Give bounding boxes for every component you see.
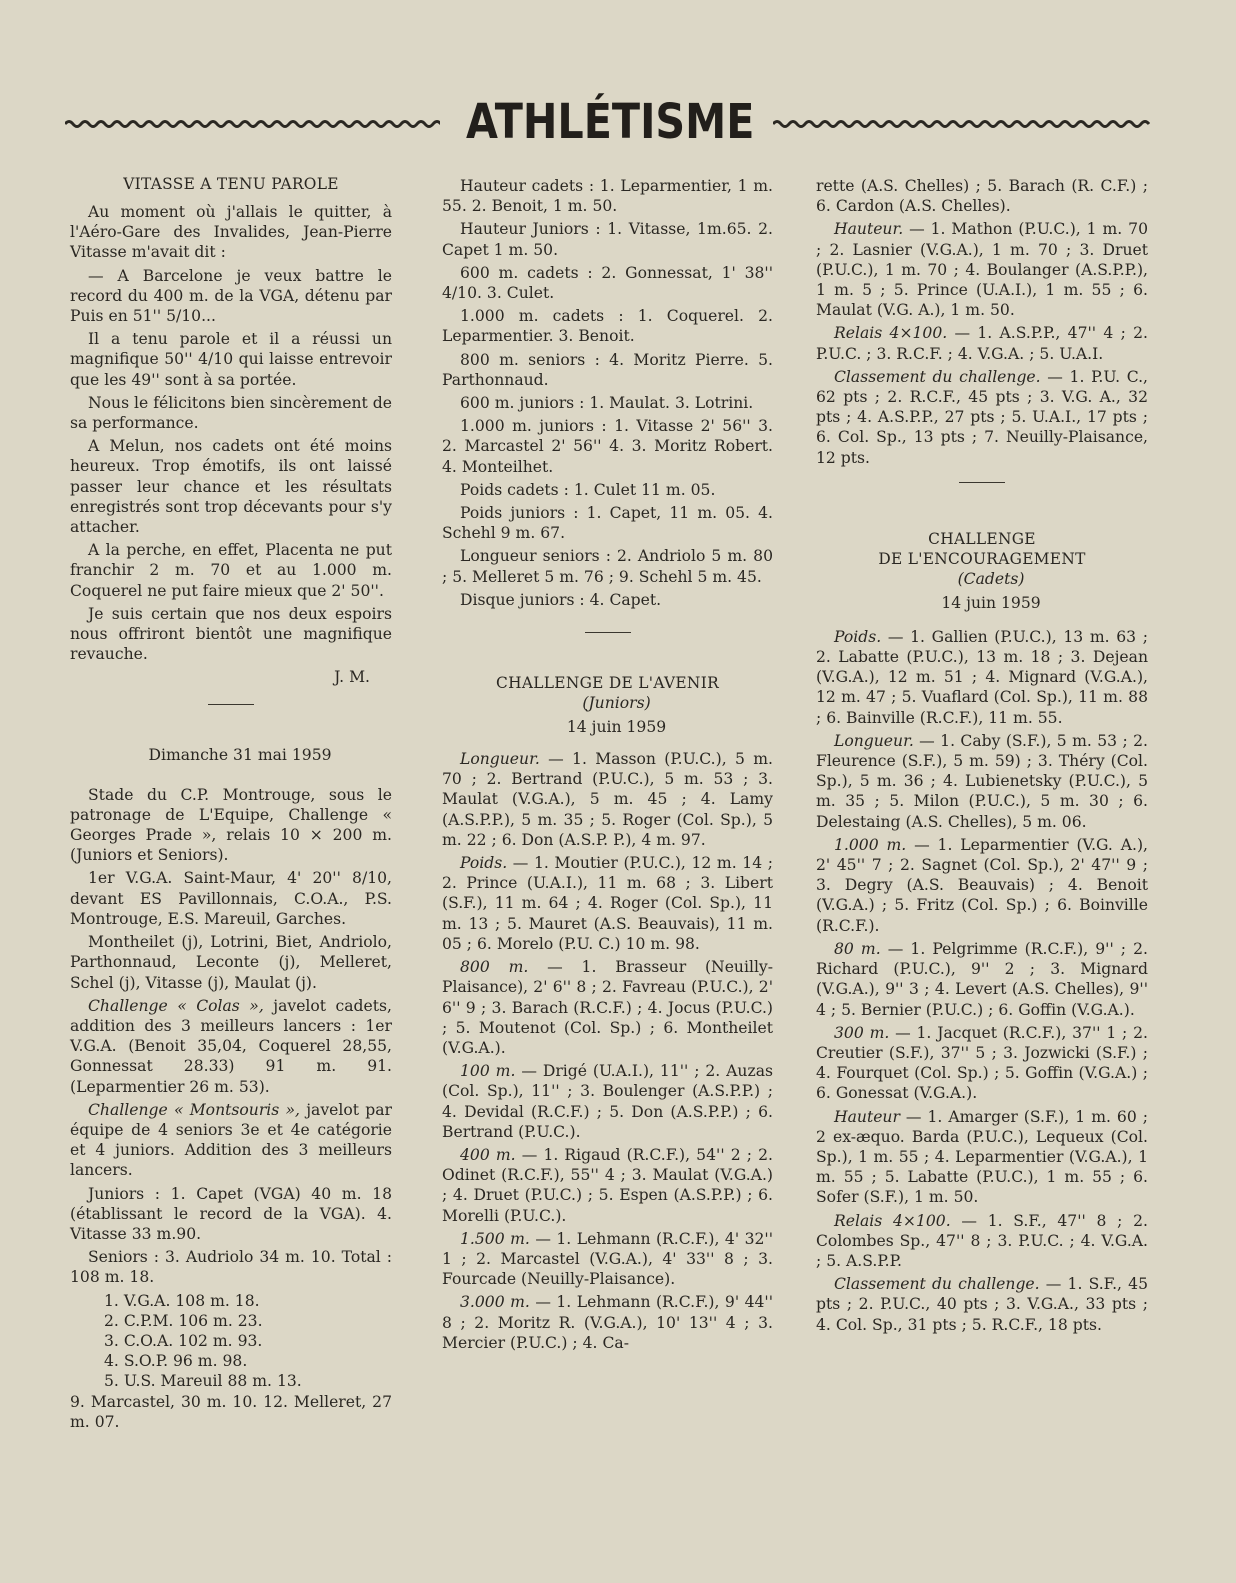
event-label: 300 m. — [834, 1023, 890, 1042]
list-item: 1. V.G.A. 108 m. 18. — [104, 1291, 260, 1310]
paragraph: 600 m. juniors : 1. Maulat. 3. Lotrini. — [460, 394, 754, 413]
result-text: — 1. Mathon (P.U.C.), 1 m. 70 ; 2. Lasnier (V.G.A.), 1 m. 70 ; 3. Druet (P.U.C.), 1 m. 70 ; 4. Boulanger (A.S.P.P.), 1 m. 5 ; 5. Prince (U.A.I.), 1 m. 55 ; 6. Maulat (V.G. A.), 1 m. 50. — [816, 220, 1148, 320]
paragraph: 600 m. cadets : 2. Gonnessat, 1' 38'' 4/10. 3. Culet. — [442, 263, 773, 303]
event-label: 100 m. — [460, 1062, 516, 1081]
wavy-rule-right — [773, 118, 1150, 130]
result-text: — 1. Jacquet (R.C.F.), 37'' 1 ; 2. Creutier (S.F.), 37'' 5 ; 3. Jozwicki (S.F.) ; 4. Fourquet (Col. Sp.) ; 5. Goffin (V.G.A.) ; 6. Gonessat (V.G.A.). — [816, 1023, 1148, 1103]
article-subheading: (Cadets) — [957, 569, 1025, 588]
paragraph: A la perche, en effet, Placenta ne put franchir 2 m. 70 et au 1.000 m. Coquerel ne put faire mieux que 2' 50''. — [70, 541, 392, 600]
paragraph: 9. Marcastel, 30 m. 10. 12. Melleret, 27 m. 07. — [70, 1392, 392, 1431]
result-text: — 1. Masson (P.U.C.), 5 m. 70 ; 2. Bertrand (P.U.C.), 5 m. 53 ; 3. Maulat (V.G.A.), 5 m. 45 ; 4. Lamy (A.S.P.P.), 5 m. 35 ; 5. Roger (Col. Sp.), 5 m. 22 ; 6. Don (A.S.P. P.), 4 m. 97. — [442, 750, 773, 849]
event-label: Poids. — [834, 627, 882, 646]
result-text: — 1. Amarger (S.F.), 1 m. 60 ; 2 ex-æquo. Barda (P.U.C.), Lequeux (Col. Sp.), 1 m. 55 ; 4. Leparmentier (V.G.A.), 1 m. 55 ; 5. Labatte (P.U.C.), 1 m. 55 ; 6. Sofer (S.F.), 1 m. 50. — [816, 1107, 1148, 1207]
paragraph: Seniors : 3. Audriolo 34 m. 10. Total : 108 m. 18. — [70, 1248, 392, 1287]
paragraph: Poids cadets : 1. Culet 11 m. 05. — [460, 480, 716, 499]
paragraph: Juniors : 1. Capet (VGA) 40 m. 18 (établissant le record de la VGA). 4. Vitasse 33 m.90. — [70, 1184, 392, 1243]
result-text: — 1. Caby (S.F.), 5 m. 53 ; 2. Fleurence (S.F.), 5 m. 59) ; 3. Théry (Col. Sp.), 5 m. 36 ; 4. Lubienetsky (P.U.C.), 5 m. 35 ; 5. Milon (P.U.C.), 5 m. 30 ; 6. Delestaing (A.S. Chelles), 5 m. 06. — [816, 731, 1148, 831]
result-paragraph — [442, 1229, 773, 1290]
result-text: — 1. S.F., 47'' 8 ; 2. Colombes Sp., 47'' 8 ; 3. P.U.C. ; 4. V.G.A. ; 5. A.S.P.P. — [816, 1211, 1148, 1270]
result-text: — 1. Gallien (P.U.C.), 13 m. 63 ; 2. Labatte (P.U.C.), 13 m. 18 ; 3. Dejean (V.G.A.), 12 m. 51 ; 4. Mignard (V.G.A.), 12 m. 47 ; 5. Vuaflard (Col. Sp.), 11 m. 88 ; 6. Bainville (R.C.F.), 11 m. 55. — [816, 627, 1148, 727]
result-paragraph — [442, 1061, 773, 1142]
event-label: Classement du challenge. — [834, 367, 1041, 386]
event-label: Longueur. — [834, 731, 914, 750]
result-paragraph — [816, 1107, 1148, 1208]
result-text: — 1. Pelgrimme (R.C.F.), 9'' ; 2. Richard (P.U.C.), 9'' 2 ; 3. Mignard (V.G.A.), 9'' 3 ; 4. Levert (A.S. Chelles), 9'' 4 ; 5. Bernier (P.U.C.) ; 6. Goffin (V.G.A.). — [816, 939, 1149, 1019]
paragraph: Poids juniors : 1. Capet, 11 m. 05. 4. Schehl 9 m. 67. — [442, 504, 773, 543]
result-paragraph — [816, 835, 1148, 936]
result-paragraph — [816, 627, 1148, 728]
article-heading: VITASSE A TENU PAROLE — [123, 175, 339, 193]
list-item: 2. C.P.M. 106 m. 23. — [104, 1311, 263, 1330]
section-title: ATHLÉTISME — [465, 94, 755, 150]
lead-label: Challenge « Montsouris », — [88, 1100, 300, 1119]
paragraph: rette (A.S. Chelles) ; 5. Barach (R. C.F.) ; 6. Cardon (A.S. Chelles). — [816, 177, 1148, 216]
result-text: — 1. Leparmentier (V.G. A.), 2' 45'' 7 ; 2. Sagnet (Col. Sp.), 2' 47'' 9 ; 3. Degry (A.S. Beauvais) ; 4. Benoit (V.G.A.) ; 5. Fritz (Col. Sp.) ; 6. Boinville (R.C.F.). — [816, 835, 1148, 935]
event-label: Relais 4×100. — [834, 1211, 951, 1230]
paragraph: Je suis certain que nos deux espoirs nous offriront bientôt une magnifique revauche. — [70, 604, 392, 664]
paragraph: Nous le félicitons bien sincèrement de sa performance. — [70, 393, 392, 433]
result-paragraph — [816, 219, 1148, 320]
result-text: — 1. Lehmann (R.C.F.), 4' 32'' 1 ; 2. Marcastel (V.G.A.), 4' 33'' 8 ; 3. Fourcade (Neuilly-Plaisance). — [442, 1229, 774, 1289]
masthead — [65, 92, 1150, 154]
result-paragraph — [442, 853, 773, 954]
result-paragraph — [442, 749, 773, 850]
date-heading: Dimanche 31 mai 1959 — [148, 745, 332, 764]
column-2 — [442, 176, 773, 1356]
result-paragraph — [816, 1023, 1148, 1104]
paragraph: Longueur seniors : 2. Andriolo 5 m. 80 ; 5. Melleret 5 m. 76 ; 9. Schehl 5 m. 45. — [442, 547, 773, 586]
event-label: Classement du challenge. — [834, 1275, 1040, 1294]
result-text: — 1. Brasseur (Neuilly-Plaisance), 2' 6'' 8 ; 2. Favreau (P.U.C.), 2' 6'' 9 ; 3. Barach (R.C.F.) ; 4. Jocus (P.U.C.) ; 5. Moutenot (Col. Sp.) ; 6. Montheilet (V.G.A.). — [442, 958, 774, 1057]
paragraph — [70, 996, 392, 1097]
paragraph: Disque juniors : 4. Capet. — [460, 590, 662, 609]
paragraph: — A Barcelone je veux battre le record du 400 m. de la VGA, détenu par Puis en 51'' 5/10... — [70, 266, 392, 326]
paragraph: Hauteur Juniors : 1. Vitasse, 1m.65. 2. Capet 1 m. 50. — [442, 220, 773, 259]
event-label: 400 m. — [460, 1145, 516, 1164]
article-heading: CHALLENGE DE L'AVENIR — [496, 674, 719, 693]
date-heading: 14 juin 1959 — [566, 718, 667, 737]
paragraph-text: javelot par équipe de 4 seniors 3e et 4e catégorie et 4 juniors. Addition des 3 meilleurs lancers. — [70, 1100, 392, 1180]
result-text: — 1. Rigaud (R.C.F.), 54'' 2 ; 2. Odinet (R.C.F.), 55'' 4 ; 3. Maulat (V.G.A.) ; 4. Druet (P.U.C.) ; 5. Espen (A.S.P.P.) ; 6. Morelli (P.U.C.). — [442, 1145, 773, 1225]
column-1 — [70, 174, 392, 1435]
result-paragraph — [816, 1211, 1148, 1272]
result-paragraph — [816, 939, 1148, 1020]
paragraph: 1.000 m. cadets : 1. Coquerel. 2. Leparmentier. 3. Benoit. — [442, 307, 773, 346]
result-paragraph — [816, 323, 1148, 363]
wavy-rule-left — [65, 118, 440, 130]
event-label: 3.000 m. — [460, 1293, 530, 1312]
list-item: 4. S.O.P. 96 m. 98. — [104, 1352, 248, 1371]
paragraph: 1er V.G.A. Saint-Maur, 4' 20'' 8/10, devant ES Pavillonnais, C.O.A., P.S. Montrouge, E.S. Mareuil, Garches. — [70, 869, 392, 928]
paragraph: Stade du C.P. Montrouge, sous le patronage de L'Equipe, Challenge « Georges Prade », relais 10 × 200 m. (Juniors et Seniors). — [70, 785, 392, 865]
column-3 — [816, 176, 1148, 1338]
result-paragraph — [442, 1145, 773, 1226]
list-item: 3. C.O.A. 102 m. 93. — [104, 1331, 263, 1350]
event-label: 1.000 m. — [834, 835, 907, 854]
result-paragraph — [816, 367, 1148, 468]
signature: J. M. — [334, 668, 370, 687]
paragraph: Hauteur cadets : 1. Leparmentier, 1 m. 55. 2. Benoit, 1 m. 50. — [442, 177, 773, 216]
event-label: 1.500 m. — [460, 1229, 530, 1248]
lead-label: Challenge « Colas », — [88, 996, 264, 1015]
article-subheading: (Juniors) — [582, 694, 651, 713]
result-paragraph — [816, 731, 1148, 832]
result-text: — 1. P.U. C., 62 pts ; 2. R.C.F., 45 pts ; 3. V.G. A., 32 pts ; 4. A.S.P.P., 27 pts ; 5. U.A.I., 17 pts ; 6. Col. Sp., 13 pts ; 7. Neuilly-Plaisance, 12 pts. — [816, 367, 1149, 467]
event-label: Hauteur — [834, 1107, 900, 1126]
paragraph: Au moment où j'allais le quitter, à l'Aéro-Gare des Invalides, Jean-Pierre Vitasse m'avait dit : — [70, 203, 392, 262]
separator — [585, 632, 631, 633]
event-label: 80 m. — [834, 939, 881, 958]
date-heading: 14 juin 1959 — [941, 593, 1041, 612]
result-text: — 1. Moutier (P.U.C.), 12 m. 14 ; 2. Prince (U.A.I.), 11 m. 68 ; 3. Libert (S.F.), 11 m. 64 ; 4. Roger (Col. Sp.), 11 m. 13 ; 5. Mauret (A.S. Beauvais), 11 m. 05 ; 6. Morelo (P.U. C.) 10 m. 98. — [442, 854, 773, 953]
paragraph-text: javelot cadets, addition des 3 meilleurs lancers : 1er V.G.A. (Benoit 35,04, Coquerel 28,55, Gonnessat 28.33) 91 m. 91. (Leparmentier 26 m. 53). — [70, 996, 392, 1096]
event-label: Relais 4×100. — [834, 324, 948, 343]
paragraph: 800 m. seniors : 4. Moritz Pierre. 5. Parthonnaud. — [442, 350, 773, 389]
paragraph: 1.000 m. juniors : 1. Vitasse 2' 56'' 3. 2. Marcastel 2' 56'' 4. 3. Moritz Robert. 4. Monteilhet. — [442, 417, 773, 476]
result-text: — 1. Lehmann (R.C.F.), 9' 44'' 8 ; 2. Moritz R. (V.G.A.), 10' 13'' 4 ; 3. Mercier (P.U.C.) ; 4. Ca- — [442, 1293, 774, 1352]
event-label: 800 m. — [460, 958, 529, 977]
result-paragraph — [442, 1292, 773, 1353]
separator — [959, 482, 1005, 483]
paragraph: A Melun, nos cadets ont été moins heureux. Trop émotifs, ils ont laissé passer leur chance et les résultats enregistrés sont trop décevants pour s'y attacher. — [70, 437, 392, 537]
event-label: Longueur. — [460, 750, 540, 769]
result-paragraph — [816, 1274, 1148, 1335]
team-ranking — [70, 1291, 392, 1392]
paragraph: Il a tenu parole et il a réussi un magnifique 50'' 4/10 qui laisse entrevoir que les 49'' sont à sa portée. — [70, 330, 392, 389]
result-text: — 1. S.F., 45 pts ; 2. P.U.C., 40 pts ; 3. V.G.A., 33 pts ; 4. Col. Sp., 31 pts ; 5. R.C.F., 18 pts. — [816, 1275, 1148, 1334]
list-item: 5. U.S. Mareuil 88 m. 13. — [104, 1372, 302, 1391]
paragraph: Montheilet (j), Lotrini, Biet, Andriolo, Parthonnaud, Leconte (j), Melleret, Schel (j), Vitasse (j), Maulat (j). — [70, 933, 392, 992]
separator — [208, 704, 254, 705]
article-heading: DE L'ENCOURAGEMENT — [878, 549, 1086, 568]
result-paragraph — [442, 957, 773, 1058]
result-text: — 1. A.S.P.P., 47'' 4 ; 2. P.U.C. ; 3. R.C.F. ; 4. V.G.A. ; 5. U.A.I. — [816, 324, 1148, 363]
paragraph — [70, 1100, 392, 1181]
event-label: Hauteur. — [834, 220, 904, 239]
result-text: — Drigé (U.A.I.), 11'' ; 2. Auzas (Col. Sp.), 11'' ; 3. Boulenger (A.S.P.P.) ; 4. Devidal (R.C.F.) ; 5. Don (A.S.P.P.) ; 6. Bertrand (P.U.C.). — [442, 1062, 773, 1141]
article-heading: CHALLENGE — [928, 529, 1036, 548]
event-label: Poids. — [460, 854, 508, 873]
